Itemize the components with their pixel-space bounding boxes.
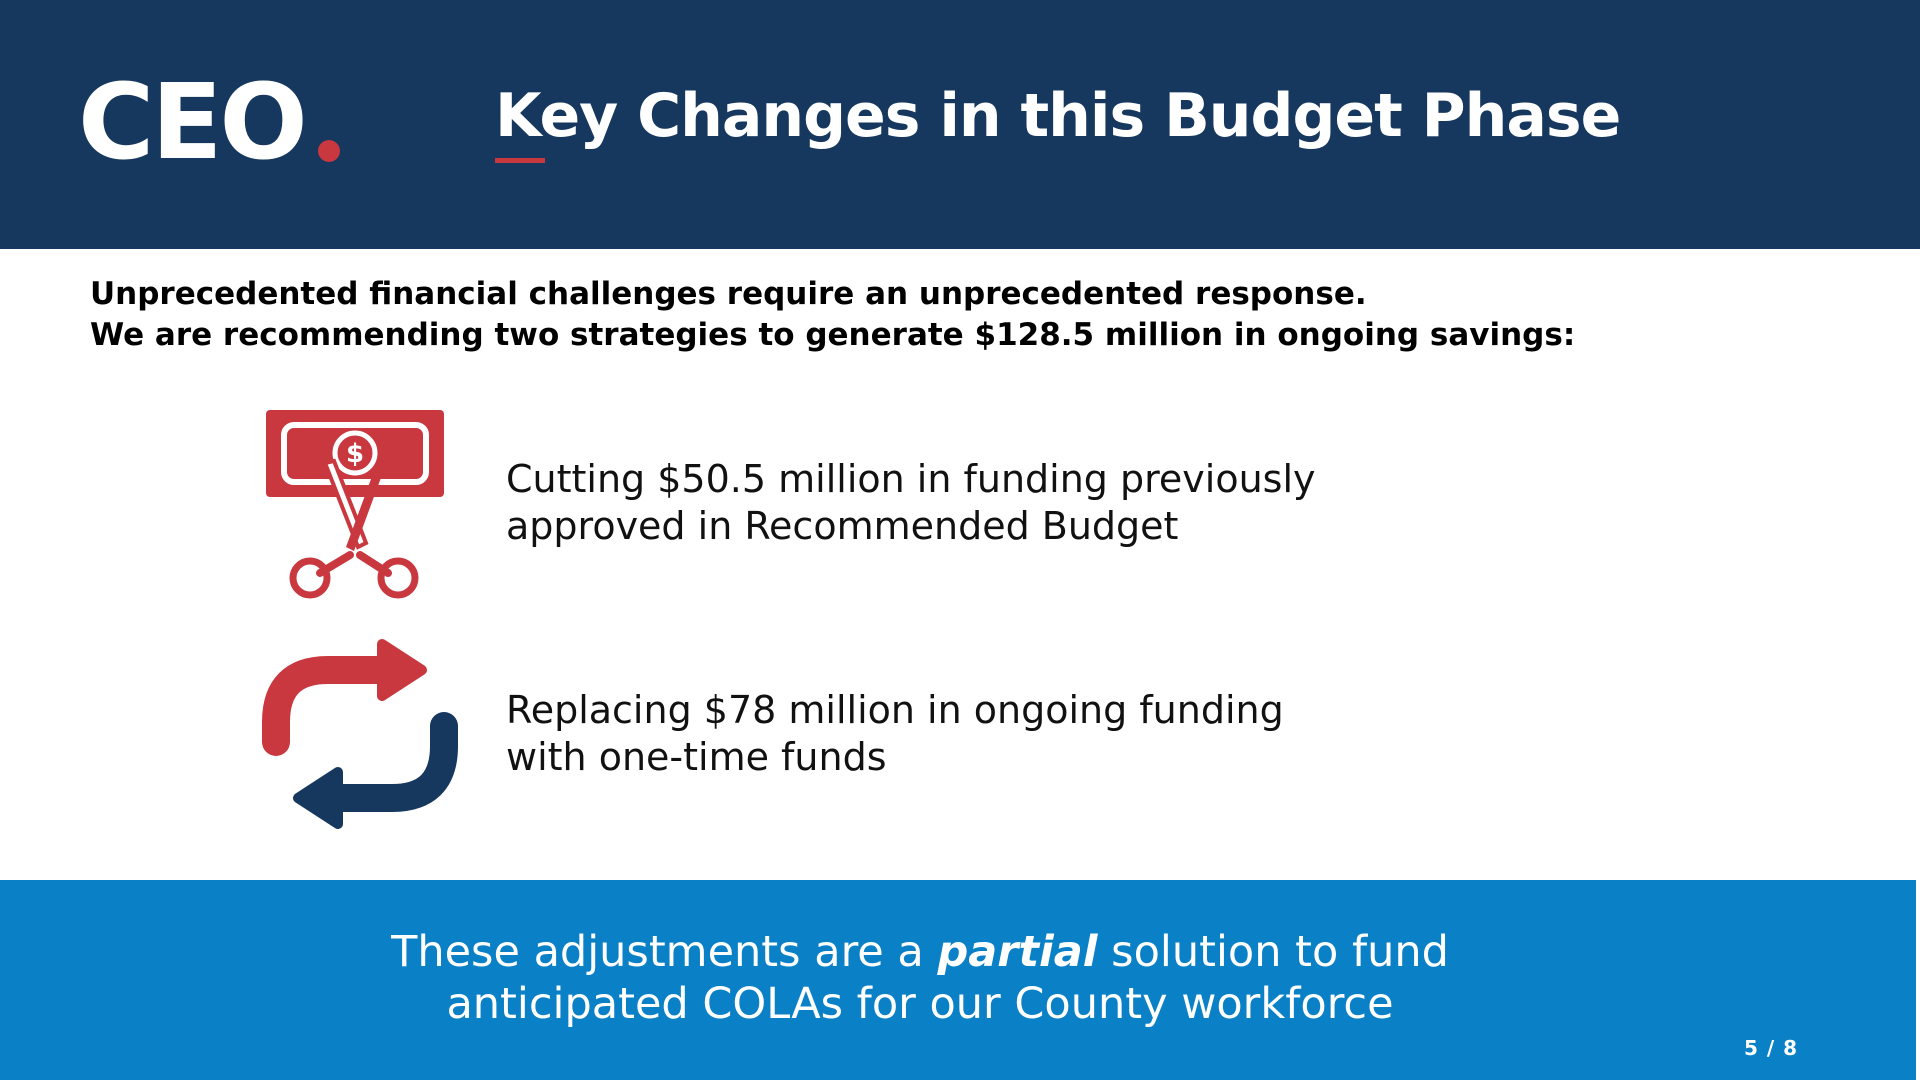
strategy-cut-text	[506, 456, 1316, 550]
cut-money-icon	[262, 405, 452, 600]
footer-banner	[0, 880, 1916, 1080]
logo-dot	[318, 140, 340, 162]
header-bar	[0, 0, 1920, 249]
footer-message	[0, 926, 1840, 1030]
strategy-replace-text	[506, 687, 1284, 781]
page-number: 5 / 8	[1743, 1036, 1798, 1060]
footer-line-1	[0, 926, 1840, 978]
footer-line-2: anticipated COLAs for our County workforce	[446, 979, 1394, 1029]
ceo-logo: CEO	[78, 61, 305, 183]
intro-line-1: Unprecedented financial challenges require an unprecedented response.	[90, 276, 1367, 312]
swap-arrows-icon	[262, 638, 458, 830]
footer-text-after: solution to fund	[1097, 927, 1449, 977]
intro-text	[90, 274, 1575, 356]
page-title: Key Changes in this Budget Phase	[495, 81, 1621, 151]
strategy-cut-line-2: approved in Recommended Budget	[506, 504, 1179, 548]
footer-emphasis: partial	[937, 927, 1098, 977]
footer-text-before: These adjustments are a	[391, 927, 938, 977]
intro-line-2: We are recommending two strategies to generate $128.5 million in ongoing savings:	[90, 317, 1576, 353]
strategy-cut-line-1: Cutting $50.5 million in funding previously	[506, 457, 1316, 501]
strategy-replace-line-2: with one-time funds	[506, 735, 887, 779]
strategy-replace-line-1: Replacing $78 million in ongoing funding	[506, 688, 1284, 732]
svg-text:$: $	[345, 439, 365, 469]
title-accent-underline	[495, 158, 545, 163]
